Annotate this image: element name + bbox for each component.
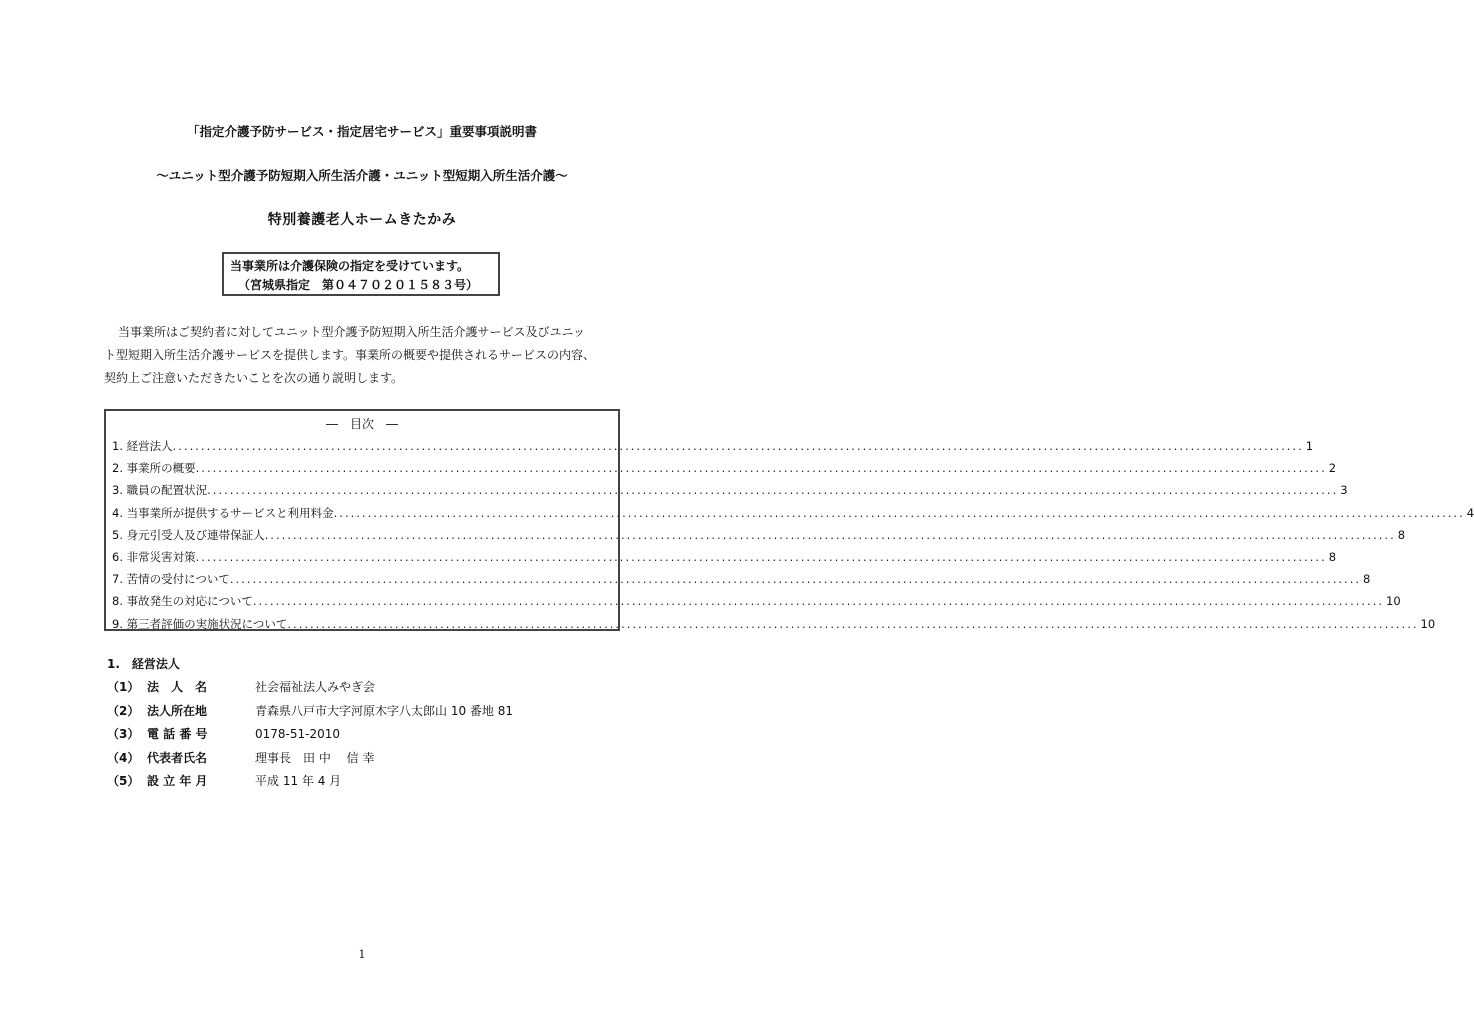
intro-line-1: 当事業所はご契約者に対してユニット型介護予防短期入所生活介護サービス及びユニッ	[118, 325, 586, 339]
toc-leader-dots: ........................................................................................................................................................................................................	[195, 461, 1327, 476]
facility-name: 特別養護老人ホームきたかみ	[267, 212, 457, 228]
info-row-key: 電 話 番 号	[147, 727, 208, 741]
info-row-number: （4）	[107, 750, 140, 765]
toc-item-page: 1	[1305, 439, 1314, 453]
toc-item	[112, 435, 1314, 457]
toc-item	[112, 457, 1337, 479]
toc-item-page: 3	[1340, 483, 1348, 498]
page-number: 1	[358, 948, 366, 961]
toc-leader-dots: ........................................................................................................................................................................................................	[207, 483, 1339, 498]
info-row-number: （5）	[107, 774, 140, 788]
document-subtitle: ～ユニット型介護予防短期入所生活介護・ユニット型短期入所生活介護～	[156, 168, 568, 183]
info-row-number: （1）	[107, 680, 140, 694]
table-of-contents	[104, 409, 1474, 631]
toc-leader-dots: ........................................................................................................................................................................................................	[333, 505, 1465, 520]
toc-item-page: 4	[1466, 505, 1474, 520]
designation-notice-box	[222, 252, 500, 296]
toc-leader-dots: ........................................................................................................................................................................................................	[287, 616, 1419, 631]
toc-item-label: 5. 身元引受人及び連帯保証人	[112, 527, 265, 542]
toc-item	[112, 546, 1337, 568]
toc-leader-dots: ........................................................................................................................................................................................................	[252, 594, 1385, 609]
info-row	[107, 676, 627, 700]
info-row	[107, 723, 627, 747]
info-row	[107, 700, 627, 724]
info-row-value: 0178-51-2010	[255, 727, 341, 741]
toc-item	[112, 524, 1406, 546]
info-row-key: 法人所在地	[147, 703, 208, 718]
toc-item-label: 1. 経営法人	[112, 439, 173, 453]
info-row-value: 理事長 田 中 信 幸	[255, 750, 375, 765]
toc-item-label: 4. 当事業所が提供するサービスと利用料金	[112, 505, 334, 520]
toc-leader-dots: ........................................................................................................................................................................................................	[264, 527, 1396, 542]
toc-leader-dots: ........................................................................................................................................................................................................	[195, 549, 1327, 564]
info-row-key: 代表者氏名	[147, 750, 208, 765]
notice-line-1: 当事業所は介護保険の指定を受けています。	[230, 259, 470, 273]
toc-item	[112, 613, 1436, 635]
info-row-value: 社会福祉法人みやぎ会	[255, 680, 376, 694]
document-title: 「指定介護予防サービス・指定居宅サービス」重要事項説明書	[186, 124, 537, 139]
toc-item-page: 8	[1328, 549, 1337, 564]
toc-item	[112, 568, 1371, 590]
toc-item-page: 8	[1397, 527, 1406, 542]
toc-item-page: 10	[1420, 616, 1436, 631]
intro-line-2: ト型短期入所生活介護サービスを提供します。事業所の概要や提供されるサービスの内容、	[104, 348, 596, 362]
toc-leader-dots: ........................................................................................................................................................................................................	[229, 572, 1362, 587]
info-row-number: （3）	[107, 727, 140, 741]
toc-item	[112, 502, 1474, 524]
toc-item-label: 6. 非常災害対策	[112, 549, 196, 564]
toc-header: ― 目次 ―	[325, 417, 398, 431]
info-row-value: 青森県八戸市大字河原木字八太郎山 10 番地 81	[255, 703, 513, 718]
toc-item-label: 9. 第三者評価の実施状況について	[112, 616, 288, 631]
info-row	[107, 747, 627, 771]
toc-leader-dots: ........................................................................................................................................................................................................	[172, 439, 1304, 453]
info-row-value: 平成 11 年 4 月	[255, 774, 342, 788]
toc-item-label: 7. 苦情の受付について	[112, 572, 230, 587]
intro-line-3: 契約上ご注意いただきたいことを次の通り説明します。	[104, 371, 404, 385]
toc-item-page: 10	[1386, 594, 1401, 609]
info-row-key: 法 人 名	[147, 680, 208, 694]
toc-item-page: 8	[1363, 572, 1371, 587]
notice-line-2: （宮城県指定 第０４７０２０１５８３号）	[238, 278, 479, 292]
intro-paragraph	[104, 321, 634, 390]
toc-item-label: 3. 職員の配置状況	[112, 483, 208, 498]
toc-item	[112, 590, 1401, 612]
info-row-key: 設 立 年 月	[147, 774, 208, 788]
corporation-info-list	[107, 676, 627, 794]
toc-item-page: 2	[1328, 461, 1337, 476]
toc-item	[112, 479, 1348, 501]
info-row	[107, 770, 627, 794]
section-heading: 1. 経営法人	[107, 657, 180, 671]
toc-list	[112, 435, 1474, 635]
toc-item-label: 8. 事故発生の対応について	[112, 594, 253, 609]
toc-item-label: 2. 事業所の概要	[112, 461, 196, 476]
info-row-number: （2）	[107, 703, 140, 718]
